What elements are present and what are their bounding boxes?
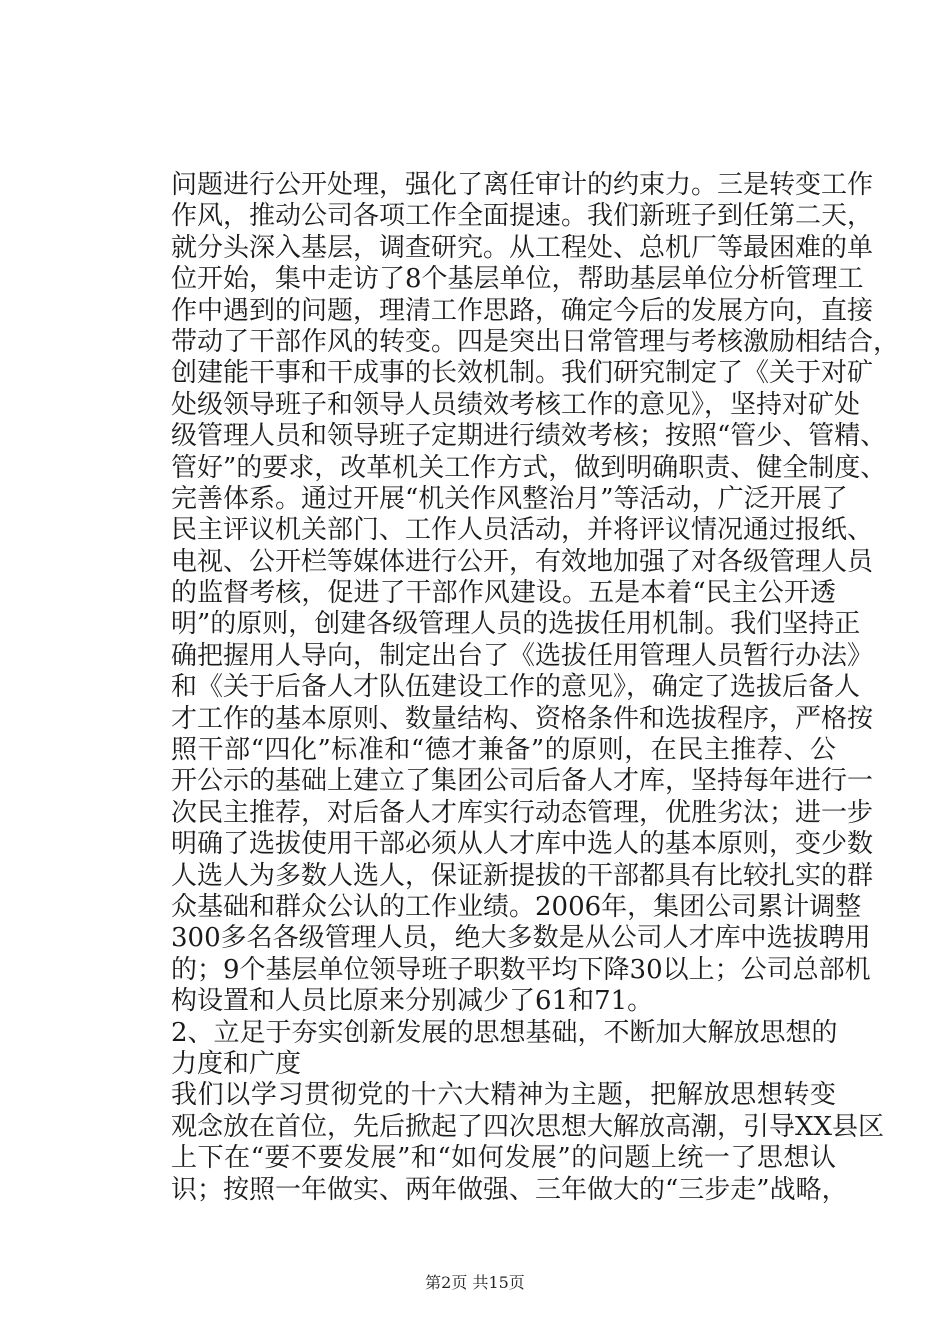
text-line: 的；9个基层单位领导班子职数平均下降30以上；公司总部机: [171, 954, 871, 985]
text-line: 完善体系。通过开展“机关作风整治月”等活动，广泛开展了: [171, 483, 848, 514]
text-line: 管好”的要求，改革机关工作方式，做到明确职责、健全制度、: [171, 452, 887, 483]
text-line: 照干部“四化”标准和“德才兼备”的原则，在民主推荐、公: [171, 735, 836, 766]
text-line: 级管理人员和领导班子定期进行绩效考核；按照“管少、管精、: [171, 421, 887, 452]
text-line: 确把握用人导向，制定出台了《选拔任用管理人员暂行办法》: [171, 640, 874, 671]
text-line: 作风，推动公司各项工作全面提速。我们新班子到任第二天，: [171, 201, 874, 232]
text-line: 电视、公开栏等媒体进行公开，有效地加强了对各级管理人员: [171, 546, 874, 577]
text-line: 构设置和人员比原来分别减少了61和71。: [171, 986, 654, 1017]
text-line: 次民主推荐，对后备人才库实行动态管理，优胜劣汰；进一步: [171, 797, 874, 828]
text-line: 带动了干部作风的转变。四是突出日常管理与考核激励相结合，: [171, 326, 900, 357]
text-line: 我们以学习贯彻党的十六大精神为主题，把解放思想转变: [171, 1080, 836, 1111]
text-line: 和《关于后备人才队伍建设工作的意见》，确定了选拔后备人: [171, 672, 861, 703]
text-line: 识；按照一年做实、两年做强、三年做大的“三步走”战略，: [171, 1174, 848, 1205]
text-line: 明确了选拔使用干部必须从人才库中选人的基本原则，变少数: [171, 829, 874, 860]
text-line: 问题进行公开处理，强化了离任审计的约束力。三是转变工作: [171, 170, 874, 200]
text-line: 2、立足于夯实创新发展的思想基础，不断加大解放思想的: [171, 1017, 838, 1048]
page-number-footer: 第2页 共15页: [425, 1273, 525, 1292]
text-line: 300多名各级管理人员，绝大多数是从公司人才库中选拔聘用: [171, 923, 871, 954]
text-line: 民主评议机关部门、工作人员活动，并将评议情况通过报纸、: [171, 515, 874, 546]
text-line: 上下在“要不要发展”和“如何发展”的问题上统一了思想认: [171, 1143, 836, 1174]
text-line: 开公示的基础上建立了集团公司后备人才库，坚持每年进行一: [171, 766, 874, 797]
text-line: 处级领导班子和领导人员绩效考核工作的意见》，坚持对矿处: [171, 389, 861, 420]
text-line: 观念放在首位，先后掀起了四次思想大解放高潮，引导XX县区: [171, 1111, 885, 1142]
text-line: 创建能干事和干成事的长效机制。我们研究制定了《关于对矿: [171, 358, 874, 389]
text-line: 就分头深入基层，调查研究。从工程处、总机厂等最困难的单: [171, 232, 874, 263]
body-text: [171, 170, 900, 1206]
text-line: 才工作的基本原则、数量结构、资格条件和选拔程序，严格按: [171, 703, 874, 734]
text-line: 明”的原则，创建各级管理人员的选拔任用机制。我们坚持正: [171, 609, 861, 640]
text-line: 作中遇到的问题，理清工作思路，确定今后的发展方向，直接: [171, 295, 874, 326]
text-line: 众基础和群众公认的工作业绩。2006年，集团公司累计调整: [171, 891, 862, 922]
text-line: 的监督考核，促进了干部作风建设。五是本着“民主公开透: [171, 578, 836, 609]
text-line: 力度和广度: [171, 1048, 302, 1079]
text-line: 人选人为多数人选人，保证新提拔的干部都具有比较扎实的群: [171, 860, 874, 891]
text-line: 位开始，集中走访了8个基层单位，帮助基层单位分析管理工: [171, 264, 864, 295]
